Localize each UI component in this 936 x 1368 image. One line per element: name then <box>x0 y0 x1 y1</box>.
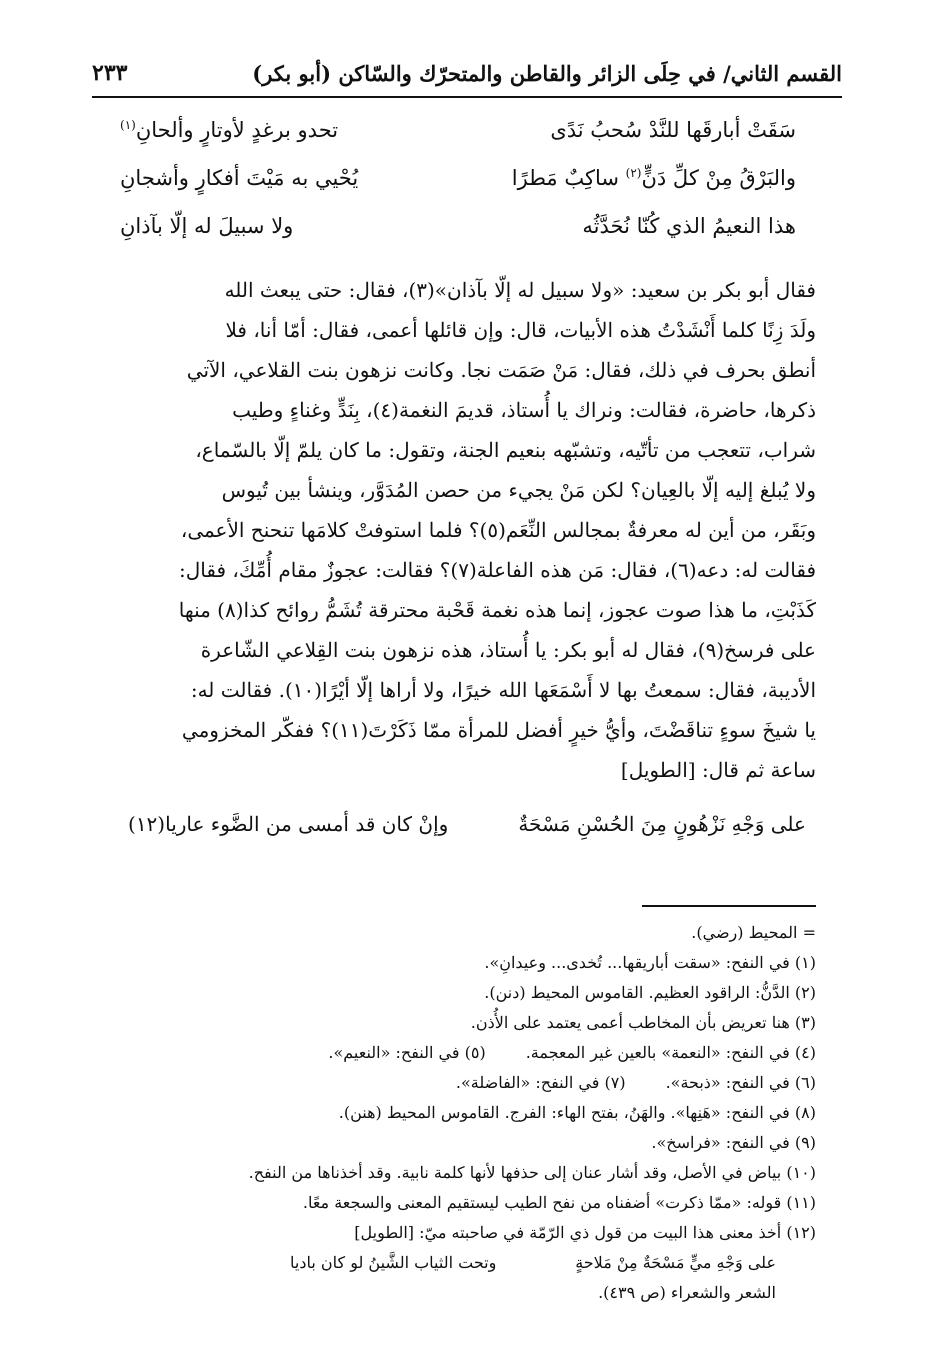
footnote-item: (٨) في النفح: «هَنِها». والهَنُ، بفتح الهاء: الفرج. القاموس المحيط (هنن). <box>338 1103 816 1122</box>
verse-first-hemistich <box>550 118 796 142</box>
footnote-continuation: = المحيط (رضي). <box>691 923 816 942</box>
prose-line: ساعة ثم قال: [الطويل] <box>620 758 816 782</box>
prose-line: الأديبة، فقال: سمعتُ بها لا أَسْمَعَها الله خيرًا، ولا أراها إلّا أيْرًا(١٠). فقالت له: <box>190 678 816 702</box>
hemistich-text: والبَرْقُ مِنْ كلِّ دَنٍّ <box>641 166 796 190</box>
prose-line: كَذَبْتِ، ما هذا صوت عجوز، إنما هذه نغمة قَحْبة محترقة تُشَمُّ روائح كذا(٨) منها <box>178 598 816 622</box>
verse-second-hemistich <box>120 214 293 238</box>
footnote-item: (٩) في النفح: «فراسخ». <box>651 1133 816 1152</box>
hemistich-text: يُحْيي به مَيْتَ أفكارٍ وأشجانِ <box>120 166 359 190</box>
verse-line <box>120 106 796 154</box>
footnote-verse <box>150 1248 816 1278</box>
verse-first-hemistich <box>512 166 796 190</box>
footnote-marker: (١) <box>120 118 136 132</box>
hemistich-text: ولا سبيلَ له إلّا بآذانِ <box>120 214 294 238</box>
prose-line: وبَقَر، من أين له معرفةٌ بمجالس النِّعَم(٥)؟ فلما استوفتْ كلامَها تنحنح الأعمى، <box>180 518 816 542</box>
hemistich-text: سَقَتْ أبارقَها للنَّدْ سُحبُ نَدًى <box>550 118 796 142</box>
footnote-source: الشعر والشعراء (ص ٤٣٩). <box>598 1283 776 1302</box>
prose-line: شراب، تتعجب من تأتّيه، وتشبّهه بنعيم الجنة، وتقول: ما كان يلمّ إلّا بالسّماع، <box>195 438 816 462</box>
verse-first-hemistich: على وَجْهِ نَزْهُونٍ مِنَ الحُسْنِ مَسْحَةٌ <box>518 812 806 836</box>
footnote-item: (١٢) أخذ معنى هذا البيت من قول ذي الرّمّة في صاحبته ميّ: [الطويل] <box>354 1223 816 1242</box>
prose-line: ولا يُبلغ إليه إلّا بالعِيان؟ لكن مَنْ يجيء من حصن المُدَوَّر، وينشأ بين تُيوس <box>221 478 816 502</box>
prose-line: يا شيخَ سوءٍ تناقَضْتَ، وأيُّ خيرٍ أفضل للمرأة ممّا ذَكَرْتَ(١١)؟ ففكّر المخزومي <box>181 718 816 742</box>
closing-verse <box>128 812 806 836</box>
verse-first-hemistich <box>582 214 796 238</box>
hemistich-text: تحدو برغدٍ لأوتارٍ وألحانِ <box>135 118 339 142</box>
footnote-item: (١) في النفح: «سقت أباريقها... تُخدى... وعيدانِ». <box>484 953 816 972</box>
header-title: القسم الثاني/ في حِلَى الزائر والقاطن والمتحرّك والسّاكن (أبو بكر) <box>252 60 842 86</box>
prose-line: فقالت له: دعه(٦)، فقال: مَن هذه الفاعلة(٧)؟ فقالت: عجوزٌ مقام أُمِّكَ، فقال: <box>179 558 816 582</box>
prose-line: أنطق بحرف في ذلك، فقال: مَنْ صَمَت نجا. وكانت نزهون بنت القلاعي، الآتي <box>186 358 816 382</box>
verse-first-hemistich: على وَجْهِ ميٍّ مَسْحَةٌ مِنْ مَلاحةٍ <box>575 1253 776 1272</box>
hemistich-text: هذا النعيمُ الذي كُنّا نُحَدَّثُه <box>582 214 796 238</box>
running-header <box>92 52 842 94</box>
verse-second-hemistich <box>120 166 358 190</box>
footnote-item: (٤) في النفح: «النعمة» بالعين غير المعجمة. <box>525 1043 816 1062</box>
prose-line: على فرسخ(٩)، فقال له أبو بكر: يا أُستاذ، هذه نزهون بنت القِلاعي الشّاعرة <box>200 638 816 662</box>
footnote-marker: (٢) <box>625 166 642 180</box>
footnote-item: (٧) في النفح: «الفاضلة». <box>455 1073 626 1092</box>
verse-line <box>120 202 796 250</box>
footnote-item: (٢) الدَّنُّ: الراقود العظيم. القاموس المحيط (دنن). <box>484 983 816 1002</box>
footnote-item: (١٠) بياض في الأصل، وقد أشار عنان إلى حذفها لأنها كلمة نابية. وقد أخذناها من النفح. <box>248 1163 816 1182</box>
verse-second-hemistich: وإنْ كان قد أمسى من الضَّوء عاريا(١٢) <box>128 812 449 836</box>
poem-block <box>120 106 796 250</box>
footnote-pair <box>150 1068 816 1098</box>
footnotes <box>150 918 816 1308</box>
verse-second-hemistich: وتحت الثياب الشَّينُ لو كان باديا <box>290 1253 497 1272</box>
footnote-pair <box>150 1038 816 1068</box>
footnote-item: (١١) قوله: «ممّا ذكرت» أضفناه من نفح الطيب ليستقيم المعنى والسجعة معًا. <box>302 1193 816 1212</box>
footnote-separator <box>642 905 816 907</box>
page-number: ٢٣٣ <box>92 60 128 86</box>
hemistich-text: ساكِبٌ مَطرًا <box>511 166 626 190</box>
prose-line: ولَدَ زِنًا كلما أَنْشَدْتُ هذه الأبيات، قال: وإن قائلها أعمى، فقال: أمّا أنا، فلا <box>225 318 816 342</box>
footnote-item: (٥) في النفح: «النعيم». <box>328 1043 486 1062</box>
verse-line <box>120 154 796 202</box>
header-rule <box>92 96 842 98</box>
footnote-item: (٦) في النفح: «ذبحة». <box>665 1073 816 1092</box>
prose-body <box>98 270 816 790</box>
footnote-item: (٣) هنا تعريض بأن المخاطب أعمى يعتمد على الأُذن. <box>470 1013 816 1032</box>
prose-line: فقال أبو بكر بن سعيد: «ولا سبيل له إلّا بآذان»(٣)، فقال: حتى يبعث الله <box>224 278 816 302</box>
verse-second-hemistich <box>120 118 338 142</box>
prose-line: ذكرها، حاضرة، فقالت: ونراك يا أُستاذ، قديمَ النغمة(٤)، بِنَدٍّ وغناءٍ وطيب <box>232 398 816 422</box>
